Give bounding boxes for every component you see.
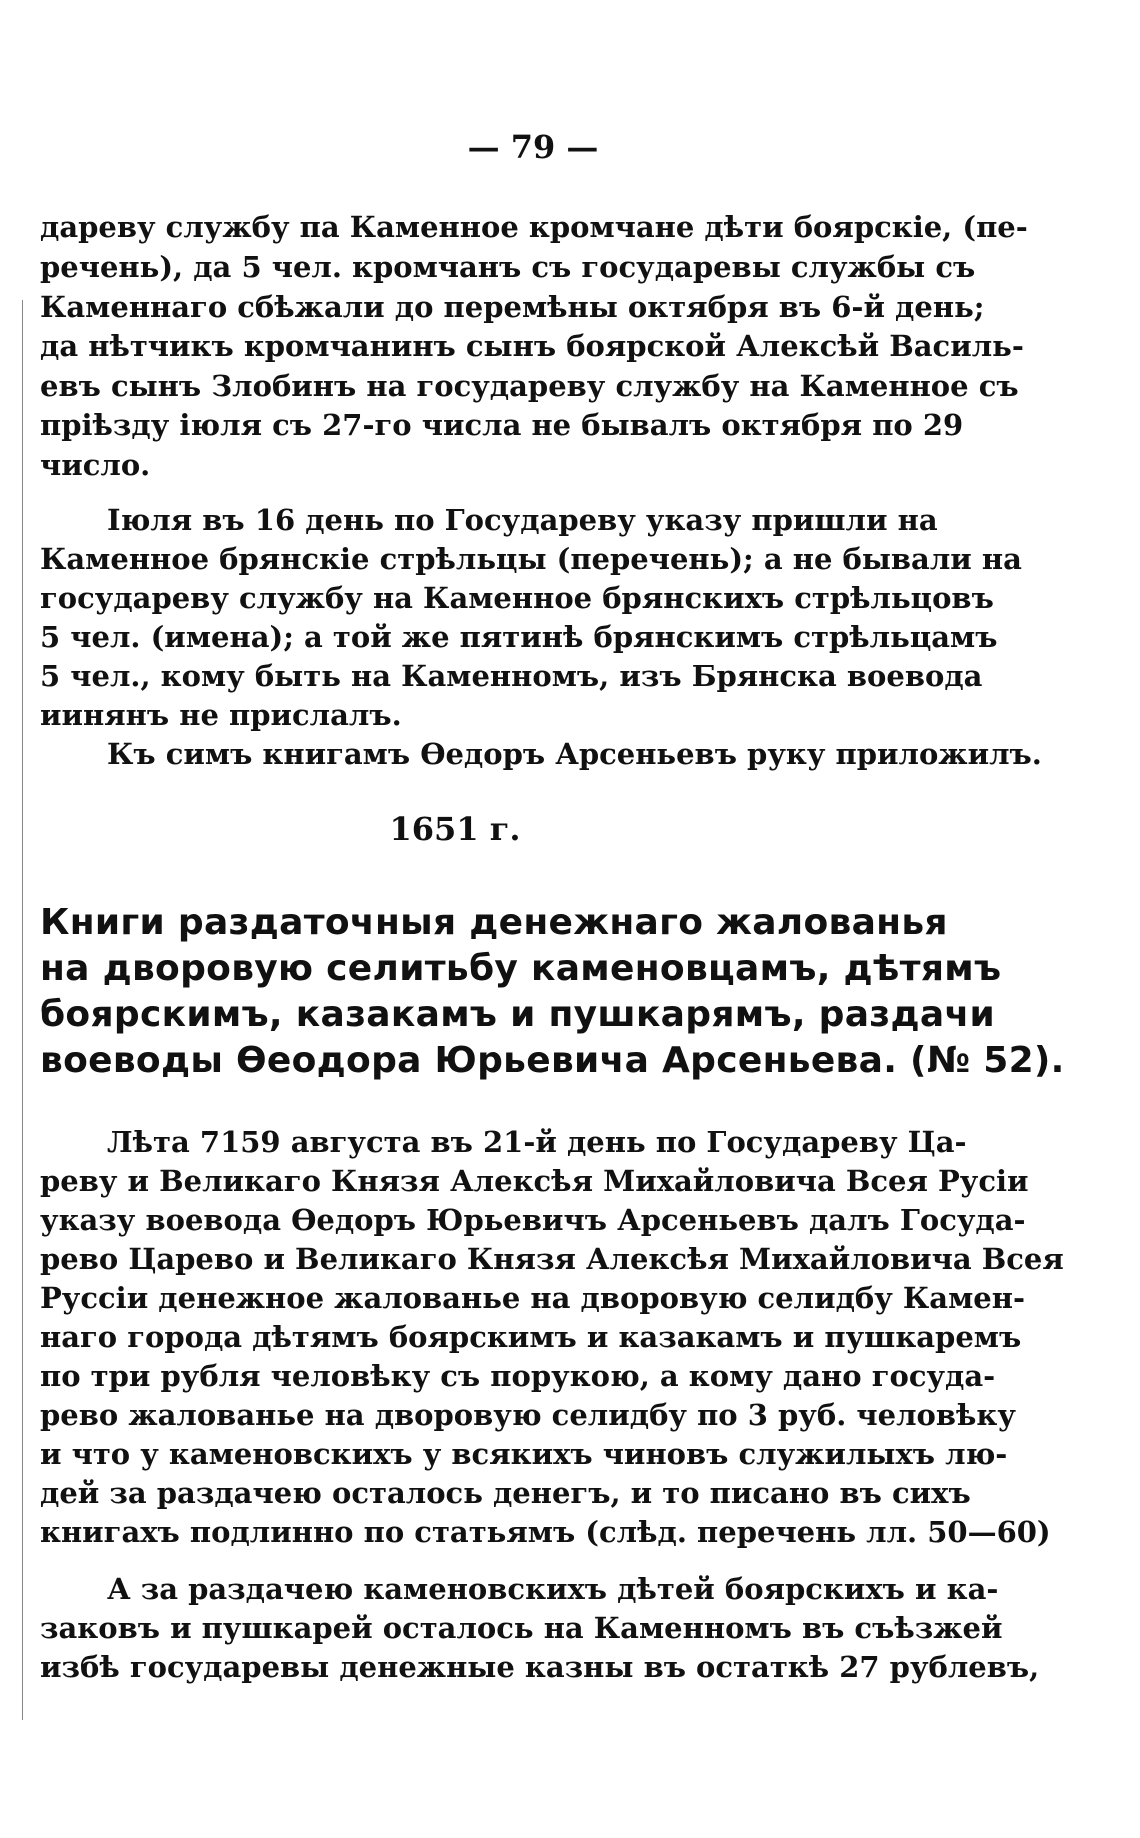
margin-rule: [22, 300, 23, 1720]
section-heading-line: воеводы Ѳеодора Юрьевича Арсеньева. (№ 52).: [40, 1040, 1065, 1081]
text-line: Къ симъ книгамъ Ѳедоръ Арсеньевъ руку приложилъ.: [107, 737, 1042, 771]
text-line: наго города дѣтямъ боярскимъ и казакамъ и пушкаремъ: [40, 1320, 1022, 1354]
text-line: Руссіи денежное жалованье на дворовую селидбу Камен-: [40, 1281, 1025, 1315]
text-line: книгахъ подлинно по статьямъ (слѣд. перечень лл. 50—60): [40, 1515, 1051, 1549]
text-line: пріѣзду іюля съ 27-го числа не бывалъ октября по 29: [40, 408, 964, 442]
text-line: Каменное брянскіе стрѣльцы (перечень); а не бывали на: [40, 542, 1022, 576]
text-line: указу воевода Ѳедоръ Юрьевичъ Арсеньевъ далъ Госуда-: [40, 1203, 1026, 1237]
page-number: — 79 —: [467, 128, 599, 166]
text-line: да нѣтчикъ кромчанинъ сынъ боярской Алексѣй Василь-: [40, 329, 1024, 363]
text-line: рево Царево и Великаго Князя Алексѣя Михайловича Всея: [40, 1242, 1064, 1276]
text-line: число.: [40, 448, 151, 482]
text-line: и что у каменовскихъ у всякихъ чиновъ служилыхъ лю-: [40, 1437, 1008, 1471]
text-line: государеву службу на Каменное брянскихъ стрѣльцовъ: [40, 581, 994, 615]
text-line: по три рубля человѣку съ порукою, а кому дано госуда-: [40, 1359, 996, 1393]
text-line: заковъ и пушкарей осталось на Каменномъ въ съѣзжей: [40, 1611, 1003, 1645]
text-line: А за раздачею каменовскихъ дѣтей боярскихъ и ка-: [107, 1572, 999, 1606]
text-line: избѣ государевы денежные казны въ остаткѣ 27 рублевъ,: [40, 1650, 1040, 1684]
text-line: евъ сынъ Злобинъ на государеву службу на Каменное съ: [40, 369, 1019, 403]
section-heading-line: Книги раздаточныя денежнаго жалованья: [40, 902, 948, 943]
text-line: иинянъ не прислалъ.: [40, 698, 402, 732]
text-line: Каменнаго сбѣжали до перемѣны октября въ 6-й день;: [40, 290, 985, 324]
text-line: 5 чел. (имена); а той же пятинѣ брянскимъ стрѣльцамъ: [40, 620, 998, 654]
text-line: речень), да 5 чел. кромчанъ съ государевы службы съ: [40, 250, 976, 284]
text-line: рево жалованье на дворовую селидбу по 3 руб. человѣку: [40, 1398, 1016, 1432]
section-heading-line: боярскимъ, казакамъ и пушкарямъ, раздачи: [40, 994, 996, 1035]
text-line: реву и Великаго Князя Алексѣя Михайловича Всея Русіи: [40, 1164, 1029, 1198]
section-year: 1651 г.: [389, 810, 521, 848]
text-line: Іюля въ 16 день по Государеву указу пришли на: [107, 503, 938, 537]
text-line: Лѣта 7159 августа въ 21-й день по Государеву Ца-: [107, 1125, 967, 1159]
section-heading-line: на дворовую селитьбу каменовцамъ, дѣтямъ: [40, 948, 1002, 989]
text-line: дареву службу па Каменное кромчане дѣти боярскіе, (пе-: [40, 210, 1028, 244]
text-line: 5 чел., кому быть на Каменномъ, изъ Брянска воевода: [40, 659, 983, 693]
text-line: дей за раздачею осталось денегъ, и то писано въ сихъ: [40, 1476, 971, 1510]
